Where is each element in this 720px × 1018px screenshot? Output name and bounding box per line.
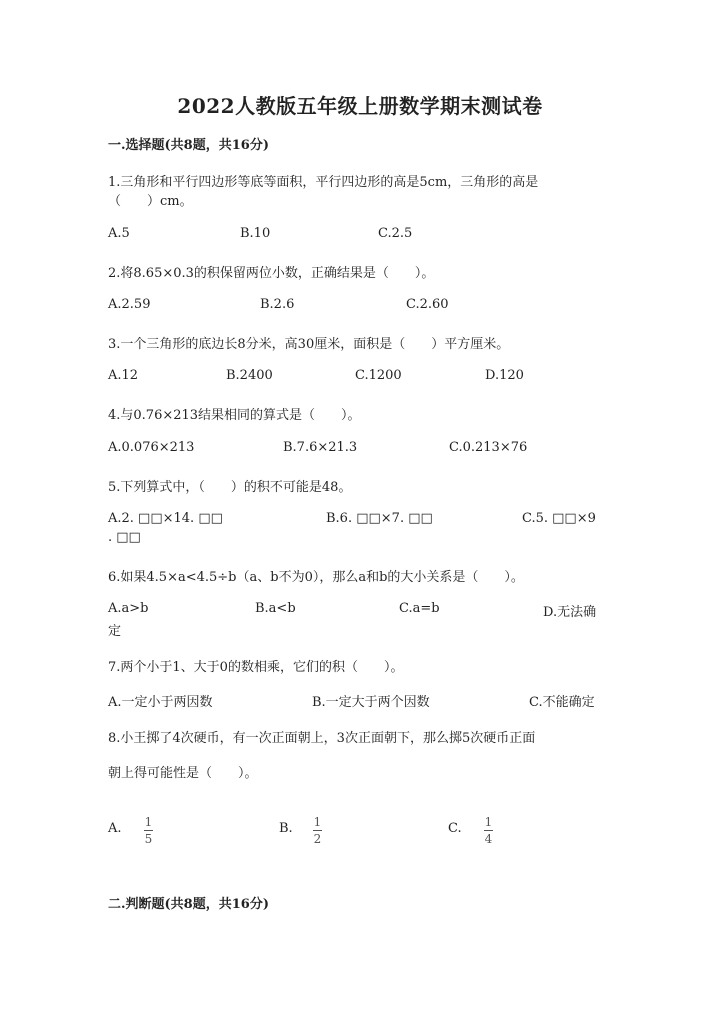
question-8-option-a: A. — [108, 821, 122, 836]
question-8-option-b-fraction — [313, 815, 322, 846]
question-2-option-c: C.2.60 — [406, 297, 449, 312]
question-5-option-c-cont: . □□ — [108, 530, 141, 545]
question-5-text: 5.下列算式中，（ ）的积不可能是48。 — [108, 480, 352, 495]
section-heading-choice: 一.选择题(共8题，共16分) — [108, 138, 269, 153]
question-2-text: 2.将8.65×0.3的积保留两位小数，正确结果是（ ）。 — [108, 266, 435, 281]
question-8-option-c-fraction — [484, 815, 493, 846]
fraction-numerator: 1 — [144, 815, 153, 829]
question-6-text: 6.如果4.5×a<4.5÷b（a、b不为0），那么a和b的大小关系是（ ）。 — [108, 570, 524, 585]
question-1-option-c: C.2.5 — [378, 226, 413, 241]
question-5-option-b: B.6. □□×7. □□ — [326, 511, 433, 526]
question-5-option-c: C.5. □□×9 — [522, 511, 596, 526]
fraction-numerator: 1 — [313, 815, 322, 829]
question-5-option-a: A.2. □□×14. □□ — [108, 511, 223, 526]
question-6-option-a: A.a>b — [108, 601, 149, 616]
question-1-text-cont: （ ）cm。 — [108, 194, 193, 209]
fraction-numerator: 1 — [484, 815, 493, 829]
fraction-denominator: 4 — [484, 832, 493, 846]
section-heading-judgement: 二.判断题(共8题，共16分) — [108, 897, 269, 912]
fraction-bar — [484, 830, 493, 831]
question-1-option-b: B.10 — [240, 226, 271, 241]
fraction-bar — [144, 830, 153, 831]
fraction-bar — [313, 830, 322, 831]
question-2-option-a: A.2.59 — [108, 297, 151, 312]
question-8-option-a-fraction — [144, 815, 153, 846]
question-3-option-b: B.2400 — [226, 368, 273, 383]
question-4-option-a: A.0.076×213 — [108, 440, 195, 455]
question-8-text-cont: 朝上得可能性是（ ）。 — [108, 766, 258, 781]
question-3-option-c: C.1200 — [355, 368, 402, 383]
question-3-option-a: A.12 — [108, 368, 139, 383]
question-6-option-c: C.a=b — [399, 601, 440, 616]
question-7-option-b: B.一定大于两个因数 — [312, 695, 430, 710]
question-6-option-d-cont: 定 — [108, 624, 122, 639]
question-4-option-c: C.0.213×76 — [449, 440, 528, 455]
question-8-option-c: C. — [448, 821, 462, 836]
question-8-text: 8.小王掷了4次硬币，有一次正面朝上，3次正面朝下，那么掷5次硬币正面 — [108, 731, 536, 746]
question-3-text: 3.一个三角形的底边长8分米，高30厘米，面积是（ ）平方厘米。 — [108, 337, 510, 352]
question-2-option-b: B.2.6 — [260, 297, 295, 312]
page-title: 2022人教版五年级上册数学期末测试卷 — [177, 94, 543, 118]
question-6-option-d: D.无法确 — [543, 605, 597, 620]
question-7-text: 7.两个小于1、大于0的数相乘，它们的积（ ）。 — [108, 660, 404, 675]
question-4-text: 4.与0.76×213结果相同的算式是（ ）。 — [108, 408, 361, 423]
question-1-option-a: A.5 — [108, 226, 130, 241]
question-3-option-d: D.120 — [485, 368, 524, 383]
fraction-denominator: 5 — [144, 832, 153, 846]
question-8-option-b: B. — [279, 821, 293, 836]
fraction-denominator: 2 — [313, 832, 322, 846]
question-7-option-a: A.一定小于两因数 — [108, 695, 213, 710]
question-7-option-c: C.不能确定 — [529, 695, 595, 710]
question-6-option-b: B.a<b — [255, 601, 296, 616]
question-1-text: 1.三角形和平行四边形等底等面积，平行四边形的高是5cm，三角形的高是 — [108, 175, 539, 190]
question-4-option-b: B.7.6×21.3 — [283, 440, 358, 455]
